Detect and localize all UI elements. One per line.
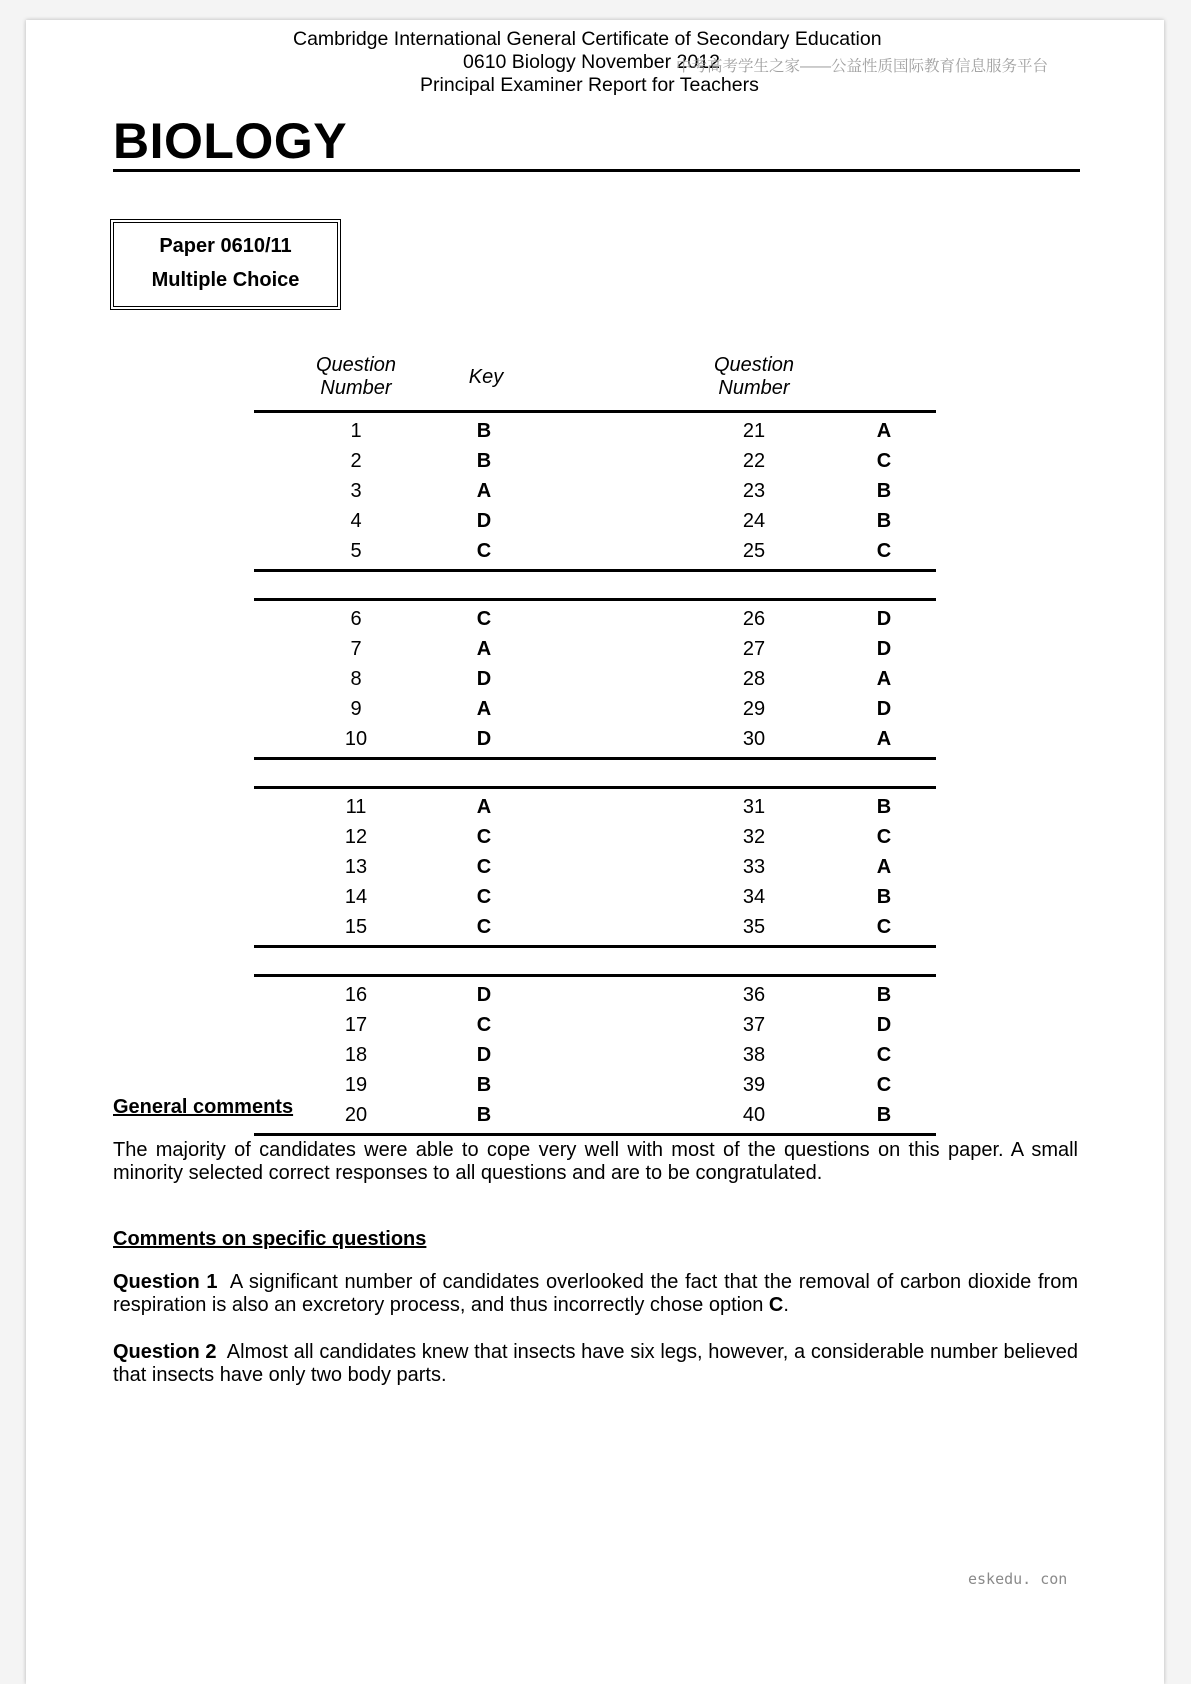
table-row [254, 913, 936, 943]
answer-key: A [876, 728, 892, 750]
table-row [254, 1101, 936, 1131]
subject-title: BIOLOGY [113, 113, 348, 169]
question-number: 34 [742, 886, 766, 908]
answer-key: A [476, 638, 492, 660]
answer-key-group [254, 974, 936, 1136]
question-1-option: C [768, 1294, 784, 1316]
question-number: 11 [345, 796, 367, 818]
answer-key: D [876, 698, 892, 720]
general-comments-text: The majority of candidates were able to cope very well with most of the questions on this paper. A small minority selected correct responses to all questions and are to be congratulated. [113, 1139, 1078, 1184]
question-number: 18 [344, 1044, 368, 1066]
header-line-1: Cambridge International General Certificate of Secondary Education [293, 28, 882, 50]
question-number: 23 [742, 480, 766, 502]
question-number: 13 [344, 856, 368, 878]
question-number: 31 [742, 796, 766, 818]
table-row [254, 1011, 936, 1041]
general-comments-heading: General comments [113, 1096, 294, 1118]
question-number: 37 [742, 1014, 766, 1036]
answer-key: C [476, 826, 492, 848]
table-row [254, 1041, 936, 1071]
question-number: 14 [344, 886, 368, 908]
footer-watermark: eskedu. con [968, 1570, 1068, 1588]
question-number: 30 [742, 728, 766, 750]
question-number: 15 [344, 916, 368, 938]
group-spacer [254, 760, 936, 786]
table-row [254, 605, 936, 635]
answer-key: B [876, 796, 892, 818]
table-row [254, 537, 936, 567]
question-number: 21 [742, 420, 766, 442]
paper-box [110, 219, 341, 310]
answer-key: B [476, 1074, 492, 1096]
answer-key: D [876, 608, 892, 630]
question-number: 1 [350, 420, 362, 442]
answer-key-header [254, 350, 936, 410]
question-number: 5 [350, 540, 362, 562]
answer-key: D [876, 1014, 892, 1036]
answer-key: A [876, 668, 892, 690]
answer-key: B [876, 480, 892, 502]
question-number: 25 [742, 540, 766, 562]
table-row [254, 793, 936, 823]
question-number: 19 [344, 1074, 368, 1096]
table-row [254, 853, 936, 883]
answer-key: B [876, 510, 892, 532]
answer-key: D [476, 1044, 492, 1066]
question-number: 38 [742, 1044, 766, 1066]
paper-type: Multiple Choice [151, 269, 300, 291]
answer-key: B [476, 420, 492, 442]
table-row [254, 447, 936, 477]
answer-key: C [476, 916, 492, 938]
table-row [254, 477, 936, 507]
answer-key: D [476, 984, 492, 1006]
answer-key: C [876, 450, 892, 472]
answer-key: C [476, 856, 492, 878]
answer-key: A [876, 420, 892, 442]
paper-code: Paper 0610/11 [159, 235, 292, 257]
table-row [254, 1071, 936, 1101]
question-number: 16 [344, 984, 368, 1006]
question-number: 27 [742, 638, 766, 660]
header-line-2: 0610 Biology November 2012 [463, 51, 720, 73]
answer-key: C [476, 886, 492, 908]
question-number: 2 [350, 450, 362, 472]
table-row [254, 981, 936, 1011]
answer-key: A [876, 856, 892, 878]
answer-key: A [476, 698, 492, 720]
question-number: 3 [350, 480, 362, 502]
header-question-number-2: Question Number [713, 354, 795, 399]
answer-key: C [476, 540, 492, 562]
question-number: 10 [344, 728, 368, 750]
header-line-3: Principal Examiner Report for Teachers [420, 74, 759, 96]
answer-key: A [476, 480, 492, 502]
answer-key: D [476, 728, 492, 750]
specific-comments-heading: Comments on specific questions [113, 1228, 427, 1250]
answer-key: A [476, 796, 492, 818]
question-number: 35 [742, 916, 766, 938]
group-spacer [254, 948, 936, 974]
answer-key: D [476, 668, 492, 690]
group-spacer [254, 572, 936, 598]
answer-key: C [876, 540, 892, 562]
answer-key: B [476, 1104, 492, 1126]
question-number: 40 [742, 1104, 766, 1126]
table-row [254, 417, 936, 447]
question-number: 7 [350, 638, 362, 660]
table-row [254, 635, 936, 665]
answer-key: C [876, 1044, 892, 1066]
table-row [254, 883, 936, 913]
table-row [254, 507, 936, 537]
answer-key: D [476, 510, 492, 532]
question-number: 8 [350, 668, 362, 690]
question-number: 22 [742, 450, 766, 472]
question-number: 26 [742, 608, 766, 630]
question-1-text: A significant number of candidates overlooked the fact that the removal of carbon dioxide from respiration is also an excretory process, and thus incorrectly chose option [113, 1271, 1078, 1316]
answer-key: C [476, 608, 492, 630]
header-key-1: Key [468, 366, 504, 388]
question-2-label: Question 2 [113, 1341, 217, 1363]
question-number: 28 [742, 668, 766, 690]
answer-key: C [476, 1014, 492, 1036]
question-2-text: Almost all candidates knew that insects have six legs, however, a considerable number believed that insects have only two body parts. [113, 1341, 1078, 1386]
answer-key-group [254, 410, 936, 572]
answer-key: B [476, 450, 492, 472]
answer-key-group [254, 786, 936, 948]
answer-key: D [876, 638, 892, 660]
question-1-period: . [783, 1294, 789, 1316]
subject-rule [113, 169, 1080, 172]
answer-key-body [254, 410, 936, 1136]
answer-key: B [876, 984, 892, 1006]
question-number: 6 [350, 608, 362, 630]
question-number: 17 [344, 1014, 368, 1036]
question-number: 39 [742, 1074, 766, 1096]
question-number: 33 [742, 856, 766, 878]
question-number: 24 [742, 510, 766, 532]
answer-key: B [876, 1104, 892, 1126]
answer-key: C [876, 1074, 892, 1096]
answer-key: C [876, 826, 892, 848]
question-number: 29 [742, 698, 766, 720]
table-row [254, 725, 936, 755]
table-row [254, 823, 936, 853]
answer-key-table [254, 350, 936, 1136]
question-2-comment [113, 1341, 1078, 1387]
question-1-comment [113, 1271, 1078, 1317]
header-question-number-1: Question Number [315, 354, 397, 399]
question-number: 20 [344, 1104, 368, 1126]
answer-key: B [876, 886, 892, 908]
table-row [254, 695, 936, 725]
question-number: 9 [350, 698, 362, 720]
header-watermark: 中考高考学生之家——公益性质国际教育信息服务平台 [676, 58, 1049, 75]
question-number: 12 [344, 826, 368, 848]
answer-key: C [876, 916, 892, 938]
table-row [254, 665, 936, 695]
question-number: 32 [742, 826, 766, 848]
question-number: 36 [742, 984, 766, 1006]
question-1-label: Question 1 [113, 1271, 218, 1293]
answer-key-group [254, 598, 936, 760]
question-number: 4 [350, 510, 362, 532]
